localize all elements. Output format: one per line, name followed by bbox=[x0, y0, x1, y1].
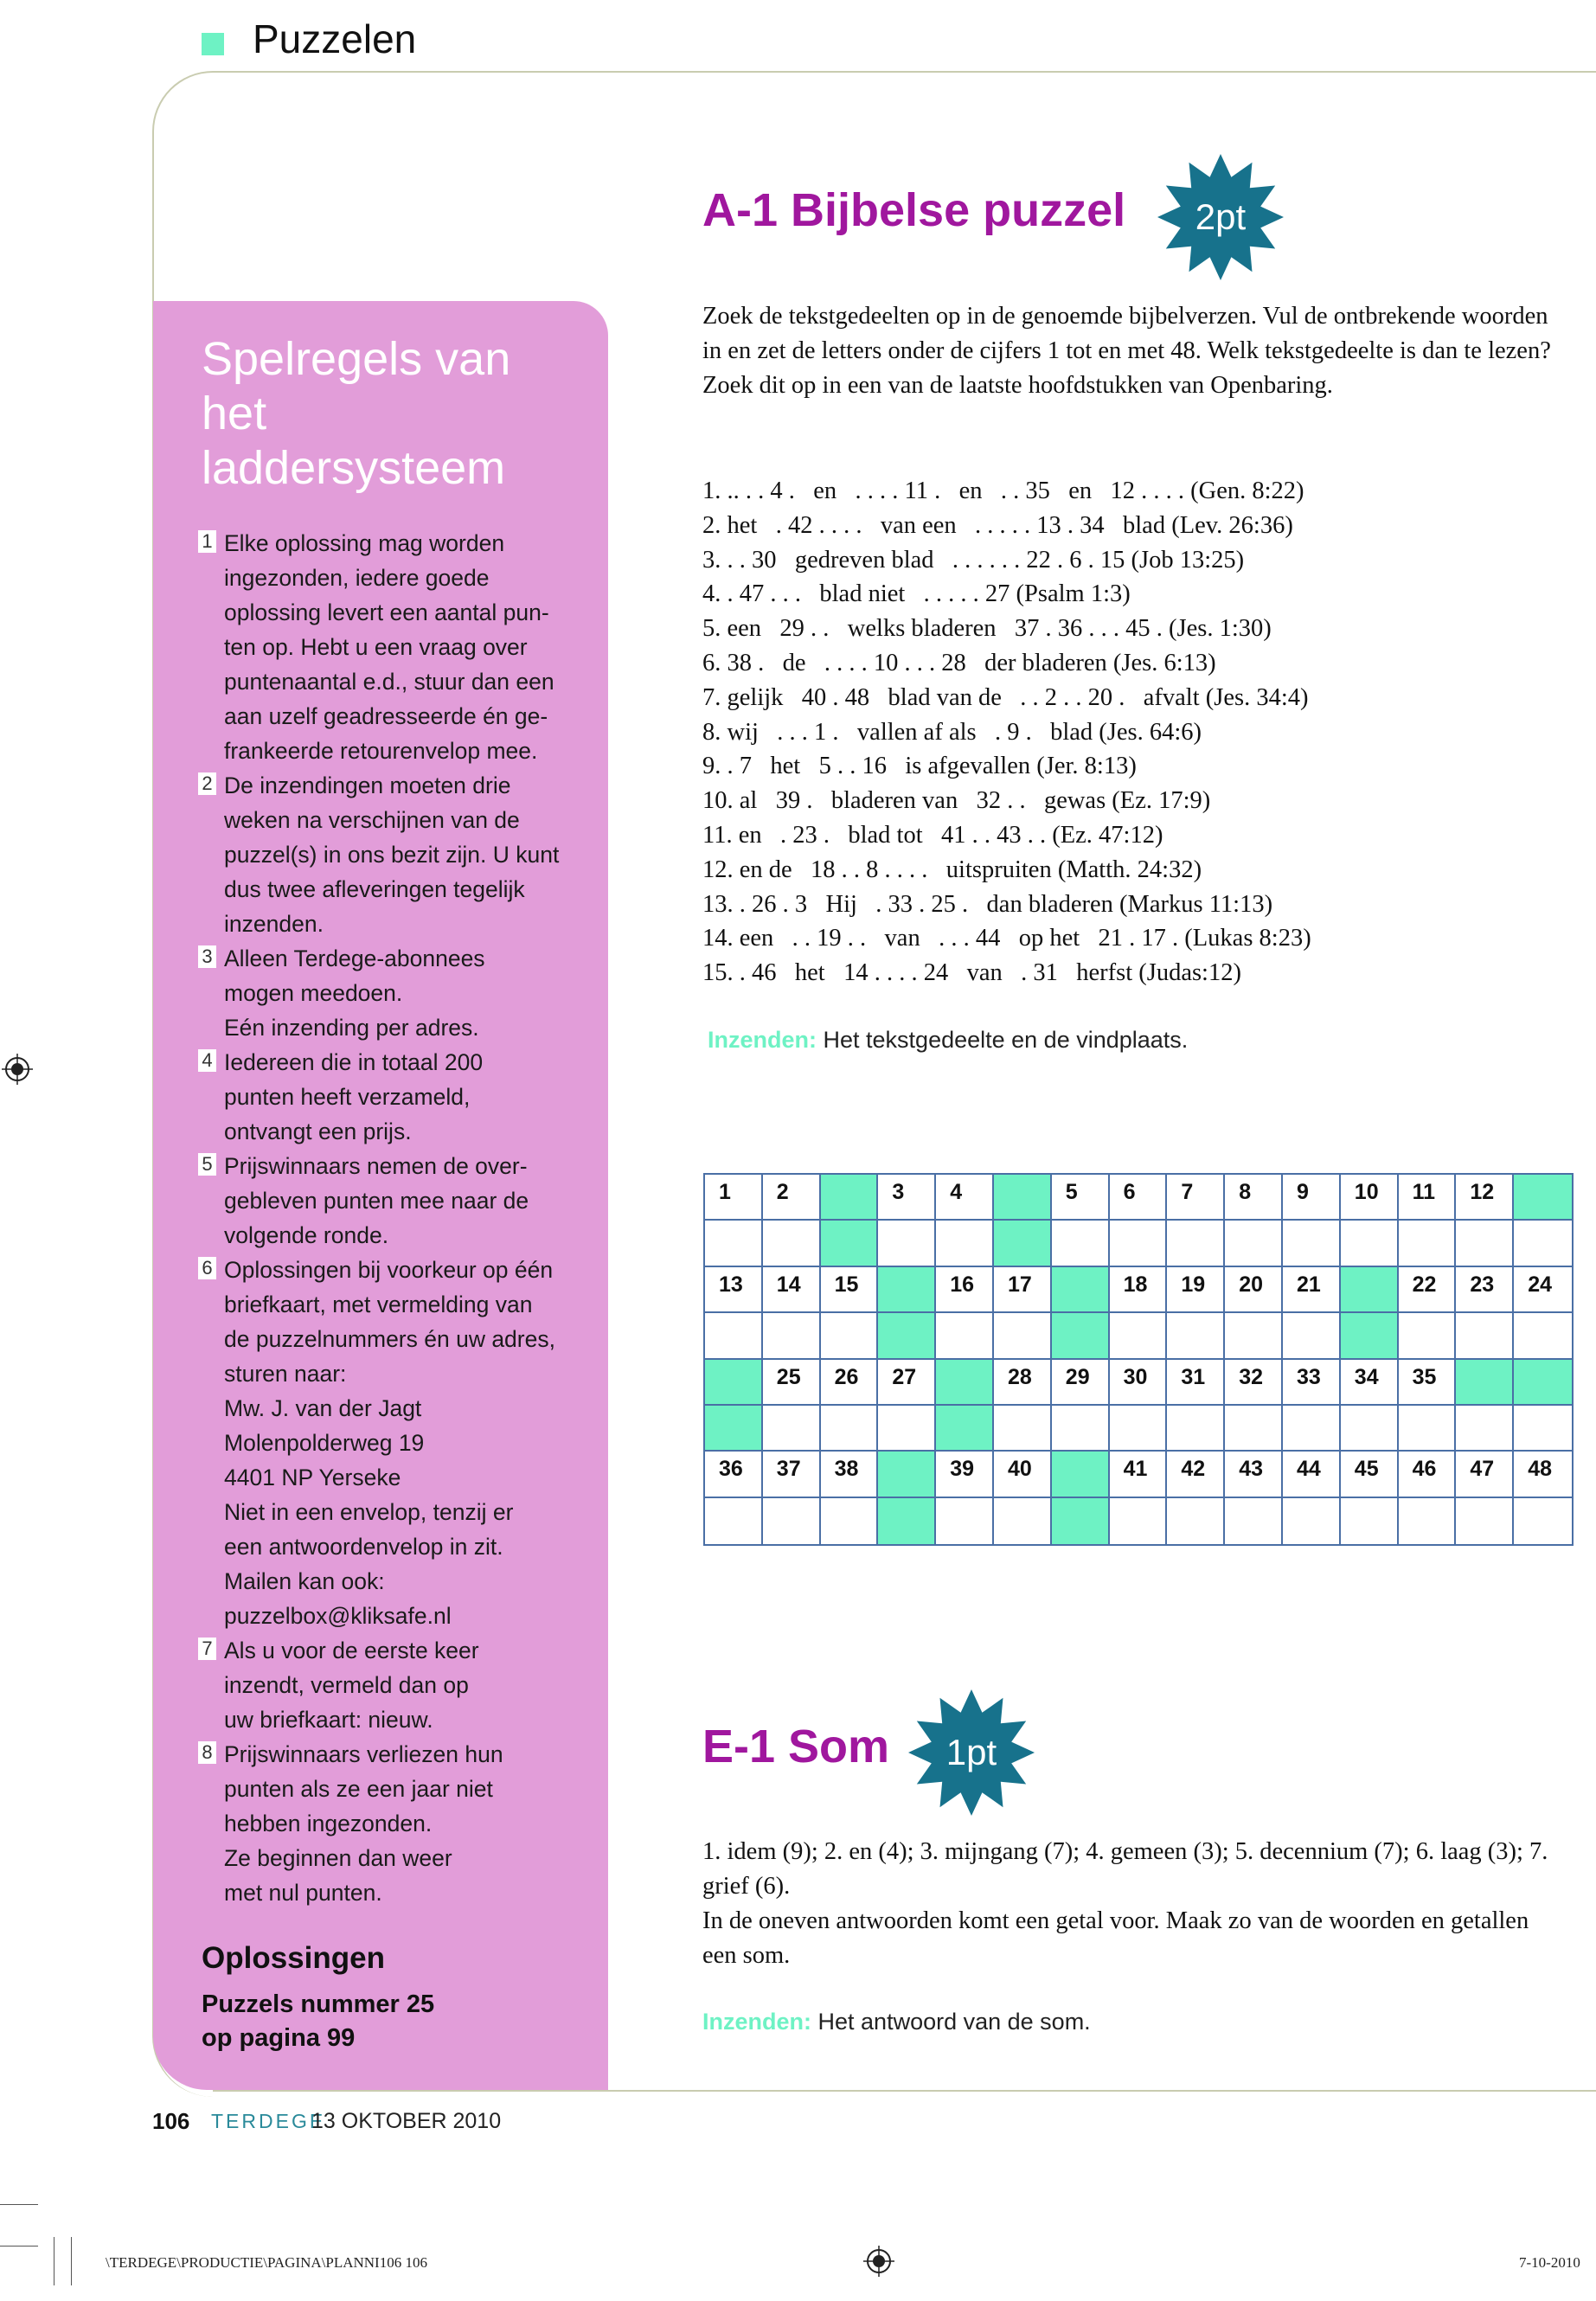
grid-cell-shaded bbox=[1052, 1267, 1110, 1313]
issue-date: 13 OKTOBER 2010 bbox=[311, 2109, 502, 2133]
grid-cell-answer bbox=[1399, 1498, 1457, 1544]
grid-cell-answer bbox=[705, 1221, 763, 1266]
grid-cell-answer bbox=[1456, 1313, 1514, 1359]
grid-cell-answer bbox=[705, 1498, 763, 1544]
page-number: 106 bbox=[152, 2108, 190, 2134]
grid-cell-answer bbox=[821, 1406, 879, 1452]
grid-cell-number: 46 bbox=[1399, 1452, 1457, 1497]
grid-cell-answer bbox=[936, 1221, 994, 1266]
rule-item bbox=[198, 1737, 579, 1910]
grid-cell-number: 22 bbox=[1399, 1267, 1457, 1313]
grid-cell-answer bbox=[1341, 1221, 1399, 1266]
grid-cell-answer bbox=[1283, 1221, 1341, 1266]
grid-cell-shaded bbox=[1052, 1452, 1110, 1497]
grid-cell-number: 14 bbox=[763, 1267, 821, 1313]
grid-cell-number: 5 bbox=[1052, 1175, 1110, 1221]
grid-cell-answer bbox=[821, 1313, 879, 1359]
grid-cell-number: 23 bbox=[1456, 1267, 1514, 1313]
grid-cell-number: 19 bbox=[1167, 1267, 1225, 1313]
grid-cell-number: 37 bbox=[763, 1452, 821, 1497]
rule-text: Oplossingen bij voorkeur op één briefkaart, met vermelding van de puzzelnummers én uw adres, sturen naar: Mw. J. van der Jagt Molenpolderweg 19 4401 NP Yerseke Niet in een envelop, tenzij er een antwoordenvelop in zit. Mailen kan ook: puzzelbox@kliksafe.nl bbox=[224, 1257, 555, 1629]
grid-cell-answer bbox=[1514, 1406, 1572, 1452]
grid-cell-answer bbox=[1110, 1221, 1168, 1266]
grid-cell-number: 29 bbox=[1052, 1360, 1110, 1406]
grid-cell-number: 7 bbox=[1167, 1175, 1225, 1221]
clue-line: 13. . 26 . 3 Hij . 33 . 25 . dan bladeren (Markus 11:13) bbox=[702, 890, 1273, 918]
grid-cell-answer bbox=[1110, 1498, 1168, 1544]
rule-number: 2 bbox=[198, 772, 216, 795]
grid-cell-number: 30 bbox=[1110, 1360, 1168, 1406]
grid-cell-number: 43 bbox=[1225, 1452, 1283, 1497]
grid-cell-number: 34 bbox=[1341, 1360, 1399, 1406]
rule-text: Elke oplossing mag worden ingezonden, iedere goede oplossing levert een aantal pun- ten op. Hebt u een vraag over puntenaantal e.d., stuur dan een aan uzelf geadresseerde én ge- frankeerde retourenvelop mee. bbox=[224, 530, 554, 764]
grid-cell-answer bbox=[763, 1498, 821, 1544]
grid-cell-number: 25 bbox=[763, 1360, 821, 1406]
grid-cell-number: 40 bbox=[994, 1452, 1052, 1497]
solutions-heading: Oplossingen bbox=[202, 1941, 385, 1975]
clue-line: 4. . 47 . . . blad niet . . . . . 27 (Psalm 1:3) bbox=[702, 580, 1131, 608]
grid-cell-shaded bbox=[821, 1221, 879, 1266]
rule-text: Alleen Terdege-abonnees mogen meedoen. Eén inzending per adres. bbox=[224, 945, 485, 1041]
print-slug-path: \TERDEGE\PRODUCTIE\PAGINA\PLANNI106 106 bbox=[106, 2254, 427, 2271]
clue-line: 11. en . 23 . blad tot 41 . . 43 . . (Ez. 47:12) bbox=[702, 821, 1163, 849]
rules-list bbox=[198, 526, 579, 1910]
grid-cell-answer bbox=[994, 1498, 1052, 1544]
grid-cell-answer bbox=[1514, 1498, 1572, 1544]
grid-cell-answer bbox=[705, 1313, 763, 1359]
grid-cell-answer bbox=[1456, 1498, 1514, 1544]
send-text: Het antwoord van de som. bbox=[817, 2009, 1091, 2035]
grid-cell-shaded bbox=[878, 1498, 936, 1544]
grid-cell-answer bbox=[1456, 1406, 1514, 1452]
grid-cell-number: 21 bbox=[1283, 1267, 1341, 1313]
crop-mark bbox=[0, 2204, 38, 2205]
rule-item bbox=[198, 1149, 579, 1253]
grid-cell-shaded bbox=[705, 1406, 763, 1452]
send-label: Inzenden: bbox=[702, 2009, 811, 2035]
clue-line: 10. al 39 . bladeren van 32 . . gewas (Ez. 17:9) bbox=[702, 787, 1211, 815]
grid-cell-shaded bbox=[821, 1175, 879, 1221]
grid-cell-number: 20 bbox=[1225, 1267, 1283, 1313]
rule-text: Prijswinnaars verliezen hun punten als ze een jaar niet hebben ingezonden. Ze beginnen dan weer met nul punten. bbox=[224, 1741, 503, 1906]
grid-cell-shaded bbox=[705, 1360, 763, 1406]
grid-cell-answer bbox=[878, 1221, 936, 1266]
grid-cell-number: 10 bbox=[1341, 1175, 1399, 1221]
grid-cell-shaded bbox=[1052, 1313, 1110, 1359]
grid-cell-number: 39 bbox=[936, 1452, 994, 1497]
grid-cell-answer bbox=[1110, 1313, 1168, 1359]
rule-number: 7 bbox=[198, 1638, 216, 1660]
grid-cell-answer bbox=[1110, 1406, 1168, 1452]
grid-cell-answer bbox=[994, 1406, 1052, 1452]
grid-cell-number: 38 bbox=[821, 1452, 879, 1497]
puzzle-e-send bbox=[702, 2009, 1091, 2035]
grid-cell-answer bbox=[1283, 1406, 1341, 1452]
grid-cell-number: 6 bbox=[1110, 1175, 1168, 1221]
grid-cell-answer bbox=[1399, 1313, 1457, 1359]
grid-cell-number: 1 bbox=[705, 1175, 763, 1221]
sidebar-title: Spelregels van het laddersysteem bbox=[202, 333, 511, 494]
rule-number: 3 bbox=[198, 945, 216, 968]
grid-cell-answer bbox=[1225, 1406, 1283, 1452]
grid-cell-number: 28 bbox=[994, 1360, 1052, 1406]
grid-cell-shaded bbox=[878, 1313, 936, 1359]
frame-bottom-rule bbox=[213, 2090, 1596, 2092]
clue-line: 2. het . 42 . . . . van een . . . . . 13 . 34 blad (Lev. 26:36) bbox=[702, 511, 1293, 539]
print-slug-date: 7-10-2010 bbox=[1519, 2254, 1580, 2271]
puzzle-e-title: E-1 Som bbox=[702, 1721, 890, 1772]
letter-grid bbox=[703, 1173, 1574, 1546]
grid-cell-answer bbox=[1167, 1313, 1225, 1359]
grid-cell-answer bbox=[821, 1498, 879, 1544]
grid-cell-answer bbox=[878, 1406, 936, 1452]
grid-cell-shaded bbox=[1341, 1267, 1399, 1313]
clue-line: 3. . . 30 gedreven blad . . . . . . 22 . 6 . 15 (Job 13:25) bbox=[702, 546, 1245, 574]
grid-cell-number: 9 bbox=[1283, 1175, 1341, 1221]
grid-cell-number: 48 bbox=[1514, 1452, 1572, 1497]
crop-mark bbox=[0, 2246, 38, 2247]
grid-cell-number: 12 bbox=[1456, 1175, 1514, 1221]
registration-mark-icon bbox=[863, 2246, 894, 2277]
grid-cell-answer bbox=[1052, 1406, 1110, 1452]
grid-cell-shaded bbox=[936, 1406, 994, 1452]
grid-cell-number: 18 bbox=[1110, 1267, 1168, 1313]
grid-cell-number: 3 bbox=[878, 1175, 936, 1221]
crop-mark bbox=[71, 2237, 72, 2285]
grid-cell-number: 17 bbox=[994, 1267, 1052, 1313]
grid-cell-answer bbox=[763, 1406, 821, 1452]
points-badge-e bbox=[907, 1688, 1036, 1817]
points-label-a: 2pt bbox=[1195, 196, 1247, 237]
grid-cell-answer bbox=[994, 1313, 1052, 1359]
grid-cell-answer bbox=[763, 1221, 821, 1266]
grid-cell-answer bbox=[1341, 1406, 1399, 1452]
rule-number: 8 bbox=[198, 1741, 216, 1764]
clue-line: 6. 38 . de . . . . 10 . . . 28 der bladeren (Jes. 6:13) bbox=[702, 649, 1216, 676]
grid-cell-answer bbox=[1283, 1498, 1341, 1544]
puzzle-a-title: A-1 Bijbelse puzzel bbox=[702, 184, 1126, 236]
section-marker bbox=[202, 33, 224, 55]
grid-cell-number: 31 bbox=[1167, 1360, 1225, 1406]
puzzle-a-clues bbox=[702, 474, 1481, 990]
grid-cell-shaded bbox=[1341, 1313, 1399, 1359]
grid-cell-number: 44 bbox=[1283, 1452, 1341, 1497]
grid-cell-number: 27 bbox=[878, 1360, 936, 1406]
rule-number: 4 bbox=[198, 1049, 216, 1072]
grid-cell-number: 13 bbox=[705, 1267, 763, 1313]
grid-cell-number: 24 bbox=[1514, 1267, 1572, 1313]
rule-text: Iedereen die in totaal 200 punten heeft verzameld, ontvangt een prijs. bbox=[224, 1049, 484, 1144]
send-label: Inzenden: bbox=[708, 1027, 817, 1053]
grid-cell-shaded bbox=[936, 1360, 994, 1406]
points-badge-a bbox=[1156, 152, 1285, 282]
magazine-name: TERDEGE bbox=[211, 2110, 326, 2132]
grid-cell-number: 2 bbox=[763, 1175, 821, 1221]
grid-cell-answer bbox=[1225, 1221, 1283, 1266]
rule-number: 5 bbox=[198, 1153, 216, 1176]
grid-cell-number: 45 bbox=[1341, 1452, 1399, 1497]
grid-cell-number: 11 bbox=[1399, 1175, 1457, 1221]
grid-cell-answer bbox=[1225, 1498, 1283, 1544]
rule-item bbox=[198, 1045, 579, 1149]
grid-cell-shaded bbox=[878, 1452, 936, 1497]
clue-line: 1. .. . . 4 . en . . . . 11 . en . . 35 en 12 . . . . (Gen. 8:22) bbox=[702, 478, 1304, 504]
rule-number: 6 bbox=[198, 1257, 216, 1279]
grid-cell-answer bbox=[1167, 1498, 1225, 1544]
grid-cell-number: 42 bbox=[1167, 1452, 1225, 1497]
clue-line: 5. een 29 . . welks bladeren 37 . 36 . . . 45 . (Jes. 1:30) bbox=[702, 615, 1272, 643]
grid-cell-answer bbox=[1514, 1221, 1572, 1266]
grid-cell-number: 36 bbox=[705, 1452, 763, 1497]
clue-line: 14. een . . 19 . . van . . . 44 op het 21 . 17 . (Lukas 8:23) bbox=[702, 925, 1311, 952]
rule-text: Als u voor de eerste keer inzendt, vermeld dan op uw briefkaart: nieuw. bbox=[224, 1638, 479, 1733]
grid-cell-number: 26 bbox=[821, 1360, 879, 1406]
grid-cell-shaded bbox=[994, 1175, 1052, 1221]
section-title: Puzzelen bbox=[253, 16, 417, 61]
grid-cell-answer bbox=[1167, 1406, 1225, 1452]
grid-cell-number: 4 bbox=[936, 1175, 994, 1221]
rule-item bbox=[198, 941, 579, 1045]
grid-cell-answer bbox=[1167, 1221, 1225, 1266]
grid-cell-answer bbox=[936, 1498, 994, 1544]
send-text: Het tekstgedeelte en de vindplaats. bbox=[823, 1027, 1189, 1053]
grid-cell-shaded bbox=[994, 1221, 1052, 1266]
rules-sidebar bbox=[153, 301, 608, 2090]
grid-cell-shaded bbox=[1052, 1498, 1110, 1544]
clue-line: 12. en de 18 . . 8 . . . . uitspruiten (Matth. 24:32) bbox=[702, 856, 1202, 883]
grid-cell-answer bbox=[1225, 1313, 1283, 1359]
grid-cell-answer bbox=[1399, 1221, 1457, 1266]
grid-cell-shaded bbox=[1514, 1360, 1572, 1406]
grid-cell-answer bbox=[1283, 1313, 1341, 1359]
grid-cell-answer bbox=[1514, 1313, 1572, 1359]
clue-line: 9. . 7 het 5 . . 16 is afgevallen (Jer. 8:13) bbox=[702, 753, 1137, 780]
puzzle-a-intro: Zoek de tekstgedeelten op in de genoemde bijbelverzen. Vul de ontbrekende woorden in en zet de letters onder de cijfers 1 tot en met 48. Welk tekstgedeelte is dan te lezen? Zoek dit op in een van de laatste hoofdstukken van Openbaring. bbox=[702, 303, 1551, 399]
clue-line: 8. wij . . . 1 . vallen af als . 9 . blad (Jes. 64:6) bbox=[702, 718, 1202, 746]
grid-cell-shaded bbox=[878, 1267, 936, 1313]
rule-text: De inzendingen moeten drie weken na verschijnen van de puzzel(s) in ons bezit zijn. U kunt dus twee afleveringen tegelijk inzenden. bbox=[224, 772, 560, 937]
grid-cell-answer bbox=[1399, 1406, 1457, 1452]
clue-line: 7. gelijk 40 . 48 blad van de . . 2 . . 20 . afvalt (Jes. 34:4) bbox=[702, 683, 1309, 711]
puzzle-a-send bbox=[708, 1027, 1188, 1054]
puzzle-e-instruction: In de oneven antwoorden komt een getal voor. Maak zo van de woorden en getallen een som. bbox=[702, 1907, 1529, 1969]
grid-cell-answer bbox=[763, 1313, 821, 1359]
registration-mark-icon bbox=[2, 1054, 33, 1085]
grid-cell-number: 47 bbox=[1456, 1452, 1514, 1497]
rule-item bbox=[198, 1633, 579, 1737]
rule-text: Prijswinnaars nemen de over- gebleven punten mee naar de volgende ronde. bbox=[224, 1153, 529, 1248]
rule-item bbox=[198, 768, 579, 941]
grid-cell-number: 32 bbox=[1225, 1360, 1283, 1406]
grid-cell-answer bbox=[1341, 1498, 1399, 1544]
grid-cell-number: 41 bbox=[1110, 1452, 1168, 1497]
grid-cell-number: 33 bbox=[1283, 1360, 1341, 1406]
solutions-reference: Puzzels nummer 25 op pagina 99 bbox=[202, 1990, 435, 2052]
grid-cell-shaded bbox=[1456, 1360, 1514, 1406]
grid-cell-number: 8 bbox=[1225, 1175, 1283, 1221]
clue-line: 15. . 46 het 14 . . . . 24 van . 31 herfst (Judas:12) bbox=[702, 959, 1241, 987]
rule-number: 1 bbox=[198, 530, 216, 553]
grid-cell-number: 16 bbox=[936, 1267, 994, 1313]
grid-cell-answer bbox=[1456, 1221, 1514, 1266]
grid-cell-number: 35 bbox=[1399, 1360, 1457, 1406]
grid-cell-shaded bbox=[1514, 1175, 1572, 1221]
puzzle-e-clues: 1. idem (9); 2. en (4); 3. mijngang (7); 4. gemeen (3); 5. decennium (7); 6. laag (3); 7. grief (6). bbox=[702, 1838, 1548, 1900]
rule-item bbox=[198, 526, 579, 768]
rule-item bbox=[198, 1253, 579, 1633]
points-label-e: 1pt bbox=[945, 1732, 997, 1772]
grid-cell-answer bbox=[1052, 1221, 1110, 1266]
grid-cell-answer bbox=[936, 1313, 994, 1359]
grid-cell-number: 15 bbox=[821, 1267, 879, 1313]
